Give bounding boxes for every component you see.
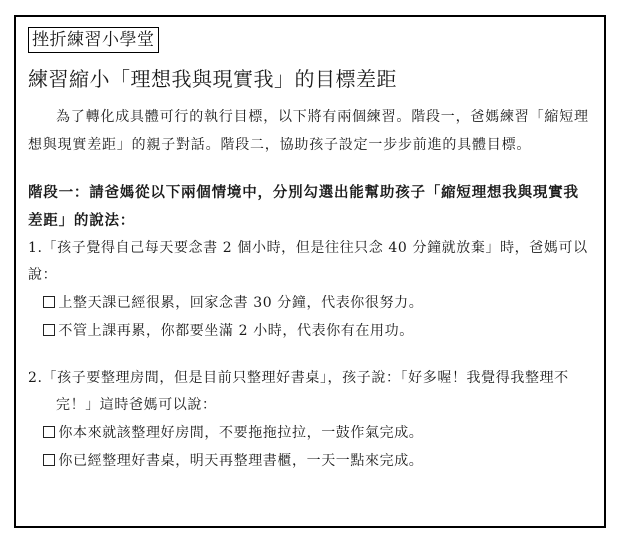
question-2-option-2[interactable] [28,447,592,475]
option-label: 不管上課再累，你都要坐滿 2 小時，代表你有在用功。 [58,323,414,339]
question-1-option-1[interactable] [28,289,592,317]
question-1 [28,235,592,345]
question-2-text: 2.「孩子要整理房間，但是目前只整理好書桌」，孩子說：「好多喔！我覺得我整理不完！」這時爸媽可以說： [28,370,569,413]
intro-paragraph: 為了轉化成具體可行的執行目標，以下將有兩個練習。階段一，爸媽練習「縮短理想與現實差距」的親子對話。階段二，協助孩子設定一步步前進的具體目標。 [28,109,589,153]
option-label: 你本來就該整理好房間，不要拖拖拉拉，一鼓作氣完成。 [58,425,424,441]
option-label: 上整天課已經很累，回家念書 30 分鐘，代表你很努力。 [58,295,424,311]
header-label: 挫折練習小學堂 [28,27,159,53]
question-2-option-1[interactable] [28,419,592,447]
empty-checkbox-icon[interactable] [43,426,55,438]
section-spacer [28,345,592,365]
empty-checkbox-icon[interactable] [43,324,55,336]
question-1-text: 1.「孩子覺得自己每天要念書 2 個小時，但是往往只念 40 分鐘就放棄」時，爸媽可以說： [28,240,588,283]
empty-checkbox-icon[interactable] [43,454,55,466]
empty-checkbox-icon[interactable] [43,296,55,308]
worksheet-frame [14,15,606,528]
stage1-instruction: 階段一：請爸媽從以下兩個情境中，分別勾選出能幫助孩子「縮短理想我與現實我差距」的說法： [28,185,579,229]
question-2 [28,365,592,475]
question-1-option-2[interactable] [28,317,592,345]
option-label: 你已經整理好書桌，明天再整理書櫃，一天一點來完成。 [58,453,424,469]
page-title: 練習縮小「理想我與現實我」的目標差距 [28,67,397,91]
